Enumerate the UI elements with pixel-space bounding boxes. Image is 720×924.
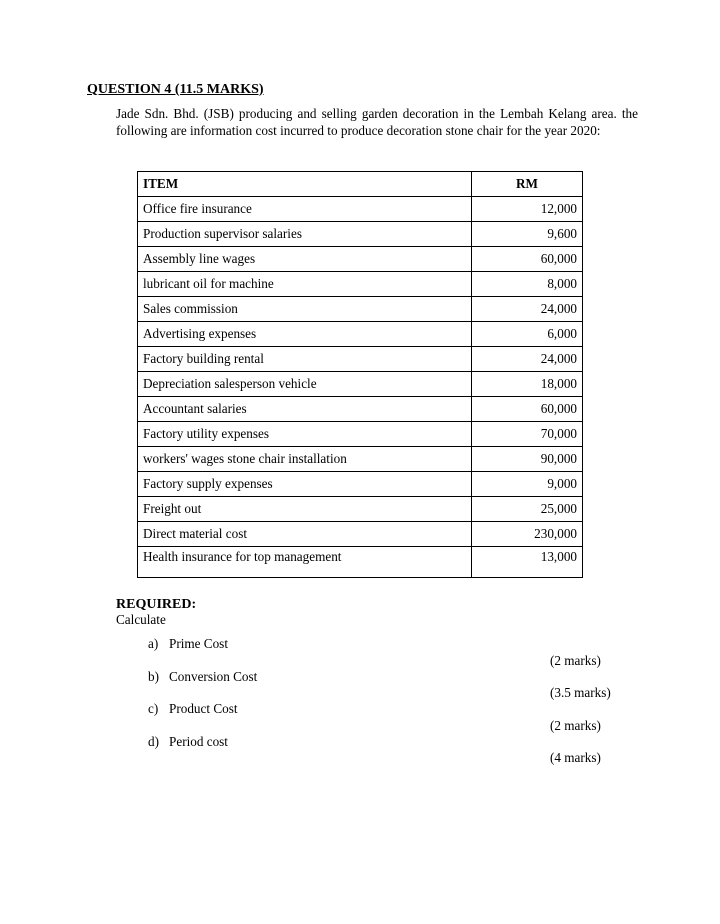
question-item-d <box>148 734 228 750</box>
question-item-b <box>148 669 257 685</box>
item-cell: Health insurance for top management <box>138 547 472 578</box>
item-cell: Office fire insurance <box>138 197 472 222</box>
amount-cell: 18,000 <box>472 372 583 397</box>
question-letter: b) <box>148 669 159 684</box>
question-text: Product Cost <box>169 701 238 716</box>
cost-table <box>137 171 583 578</box>
table-row <box>138 422 583 447</box>
table-row <box>138 372 583 397</box>
table-row <box>138 497 583 522</box>
table-row <box>138 522 583 547</box>
amount-cell: 13,000 <box>472 547 583 578</box>
question-marks: (3.5 marks) <box>550 685 611 700</box>
item-cell: workers' wages stone chair installation <box>138 447 472 472</box>
question-text: Prime Cost <box>169 636 228 651</box>
table-row <box>138 197 583 222</box>
item-cell: lubricant oil for machine <box>138 272 472 297</box>
question-marks: (2 marks) <box>550 653 601 668</box>
item-cell: Sales commission <box>138 297 472 322</box>
amount-cell: 8,000 <box>472 272 583 297</box>
item-cell: Factory supply expenses <box>138 472 472 497</box>
question-letter: d) <box>148 734 159 749</box>
table-row <box>138 297 583 322</box>
amount-cell: 9,600 <box>472 222 583 247</box>
question-text: Period cost <box>169 734 228 749</box>
question-marks: (2 marks) <box>550 718 601 733</box>
item-cell: Accountant salaries <box>138 397 472 422</box>
required-title: REQUIRED: <box>116 597 197 612</box>
table-row <box>138 347 583 372</box>
table-row <box>138 272 583 297</box>
question-letter: a) <box>148 636 159 651</box>
table-row <box>138 222 583 247</box>
intro-paragraph: Jade Sdn. Bhd. (JSB) producing and selling garden decoration in the Lembah Kelang area. the following are information cost incurred to produce decoration stone chair for the year 2020: <box>116 106 638 138</box>
item-cell: Assembly line wages <box>138 247 472 272</box>
question-letter: c) <box>148 701 159 716</box>
question-marks: (4 marks) <box>550 750 601 765</box>
amount-cell: 9,000 <box>472 472 583 497</box>
table-row <box>138 322 583 347</box>
item-column-header: ITEM <box>138 172 472 197</box>
table-row <box>138 447 583 472</box>
required-subtitle: Calculate <box>116 612 166 627</box>
rm-column-header: RM <box>472 172 583 197</box>
amount-cell: 24,000 <box>472 347 583 372</box>
amount-cell: 25,000 <box>472 497 583 522</box>
item-cell: Direct material cost <box>138 522 472 547</box>
item-cell: Freight out <box>138 497 472 522</box>
table-row <box>138 472 583 497</box>
table-header-row <box>138 172 583 197</box>
item-cell: Factory building rental <box>138 347 472 372</box>
item-cell: Factory utility expenses <box>138 422 472 447</box>
amount-cell: 12,000 <box>472 197 583 222</box>
amount-cell: 90,000 <box>472 447 583 472</box>
table-row <box>138 397 583 422</box>
amount-cell: 6,000 <box>472 322 583 347</box>
amount-cell: 230,000 <box>472 522 583 547</box>
amount-cell: 70,000 <box>472 422 583 447</box>
table-row <box>138 547 583 578</box>
question-item-c <box>148 701 238 717</box>
question-item-a <box>148 636 228 652</box>
amount-cell: 60,000 <box>472 397 583 422</box>
amount-cell: 24,000 <box>472 297 583 322</box>
amount-cell: 60,000 <box>472 247 583 272</box>
item-cell: Advertising expenses <box>138 322 472 347</box>
item-cell: Production supervisor salaries <box>138 222 472 247</box>
table-row <box>138 247 583 272</box>
item-cell: Depreciation salesperson vehicle <box>138 372 472 397</box>
question-text: Conversion Cost <box>169 669 258 684</box>
question-heading: QUESTION 4 (11.5 MARKS) <box>87 82 264 97</box>
